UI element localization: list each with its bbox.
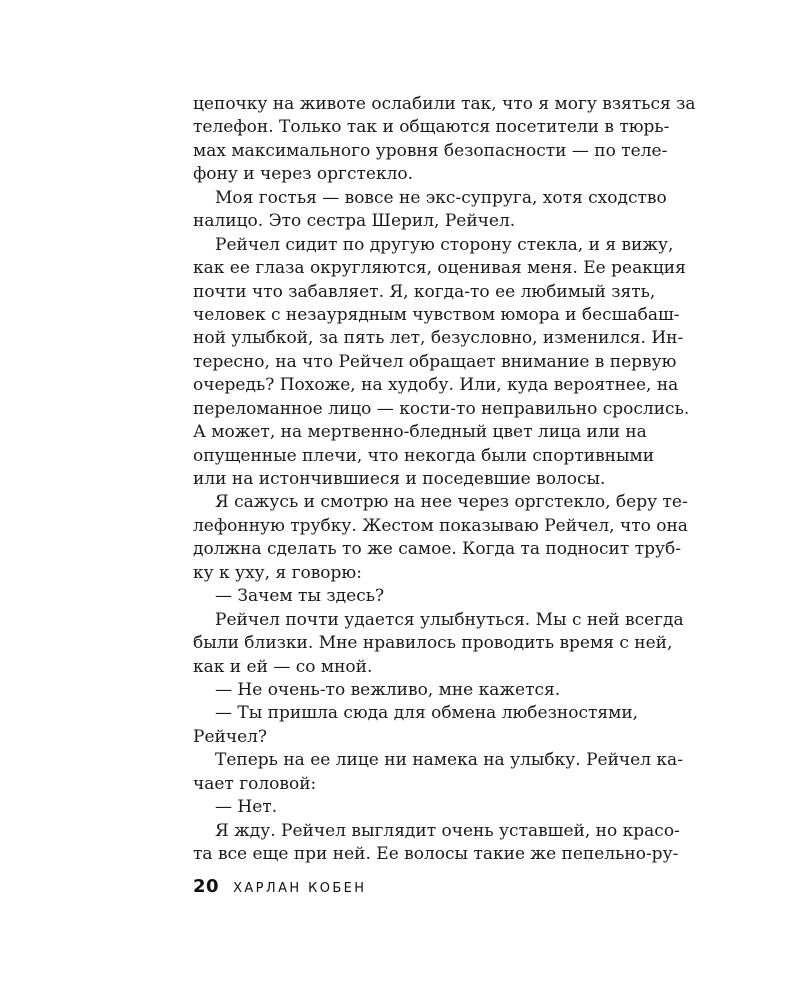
text-line: та все еще при ней. Ее волосы такие же пепельно-ру- — [193, 844, 679, 864]
text-line: или на истончившиеся и поседевшие волосы. — [193, 469, 606, 489]
text-line: опущенные плечи, что некогда были спортивными — [193, 445, 655, 466]
text-line: — Нет. — [215, 797, 278, 818]
text-line: — Не очень-то вежливо, мне кажется. — [215, 679, 561, 700]
text-line: лефонную трубку. Жестом показываю Рейчел, что она — [193, 515, 688, 536]
text-line: Моя гостья — вовсе не экс-супруга, хотя сходство — [215, 187, 667, 208]
text-line: фону и через оргстекло. — [193, 164, 414, 185]
page-number: 20 — [193, 876, 220, 897]
body-text — [193, 93, 696, 866]
text-line: ной улыбкой, за пять лет, безусловно, изменился. Ин- — [193, 328, 684, 349]
text-line: как ее глаза округляются, оценивая меня. Ее реакция — [193, 258, 686, 279]
text-line: налицо. Это сестра Шерил, Рейчел. — [193, 211, 516, 232]
text-line: А может, на мертвенно-бледный цвет лица или на — [193, 422, 647, 443]
text-line: должна сделать то же самое. Когда та подносит труб- — [193, 539, 681, 560]
text-line: мах максимального уровня безопасности — по теле- — [193, 140, 668, 161]
text-line: Я сажусь и смотрю на нее через оргстекло, беру те- — [215, 492, 688, 513]
text-line: цепочку на животе ослабили так, что я могу взяться за — [193, 94, 696, 114]
text-line: очередь? Похоже, на худобу. Или, куда вероятнее, на — [193, 375, 679, 396]
page-footer — [193, 876, 366, 900]
text-line: Рейчел почти удается улыбнуться. Мы с ней всегда — [215, 609, 684, 630]
text-line: Рейчел? — [193, 726, 268, 747]
text-line: были близки. Мне нравилось проводить время с ней, — [193, 633, 673, 654]
text-line: телефон. Только так и общаются посетители в тюрь- — [193, 117, 670, 138]
running-head-author: ХАРЛАН КОБЕН — [233, 881, 367, 896]
text-line: почти что забавляет. Я, когда-то ее любимый зять, — [193, 281, 656, 302]
text-line: чает головой: — [193, 773, 317, 794]
text-line: как и ей — со мной. — [193, 656, 373, 677]
text-line: человек с незаурядным чувством юмора и бесшабаш- — [193, 304, 680, 325]
text-line: Теперь на ее лице ни намека на улыбку. Рейчел ка- — [215, 750, 683, 771]
text-line: Я жду. Рейчел выглядит очень уставшей, но красо- — [215, 820, 680, 841]
text-line: — Зачем ты здесь? — [215, 586, 385, 607]
text-line: тересно, на что Рейчел обращает внимание в первую — [193, 351, 677, 372]
text-line: ку к уху, я говорю: — [193, 562, 362, 583]
text-line: переломанное лицо — кости-то неправильно срослись. — [193, 398, 690, 419]
text-line: — Ты пришла сюда для обмена любезностями, — [215, 703, 639, 724]
text-line: Рейчел сидит по другую сторону стекла, и я вижу, — [215, 234, 674, 255]
